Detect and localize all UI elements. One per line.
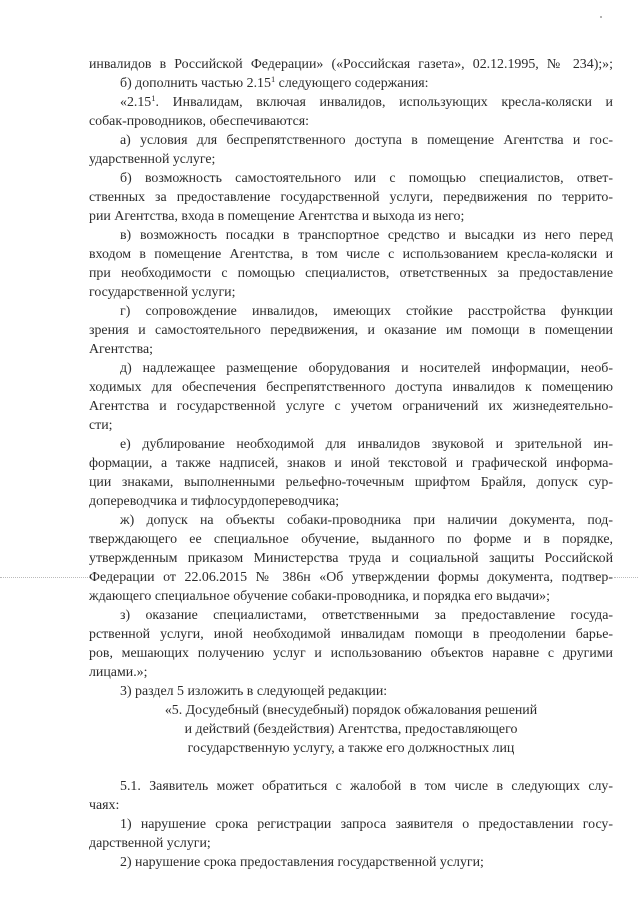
text-line: входом в помещение Агентства, в том числе с использованием кресла-коляски и (89, 247, 613, 262)
text-line: ров, мешающих получению услуг и использованию объектов наравне с другими (89, 646, 613, 661)
list-item-line: е) дублирование необходимой для инвалидов звуковой и зрительной ин- (120, 437, 613, 452)
text-line: утвержденным приказом Министерства труда и социальной защиты Российской (89, 551, 613, 566)
scan-speck (600, 16, 602, 18)
text-line: рственной услуги, иной необходимой инвалидам помощи в преодолении барье- (89, 627, 613, 642)
text-line: ственных за предоставление государственной услуги, передвижения по террито- (89, 190, 613, 205)
section-heading: государственную услугу, а также его должностных лиц (187, 741, 515, 756)
text-line: дарственной услуги; (89, 836, 211, 851)
text-line: ходимых для обеспечения беспрепятственного доступа инвалидов к помещению (89, 380, 613, 395)
list-item-line: а) условия для беспрепятственного доступа в помещение Агентства и гос- (120, 133, 613, 148)
list-item-line: 2) нарушение срока предоставления государственной услуги; (120, 855, 484, 870)
text-line: формации, а также надписей, знаков и иной текстовой и графической информа- (89, 456, 613, 471)
text-line: лицами.»; (89, 665, 148, 680)
text-line: ции знаками, выполненными рельефно-точечным шрифтом Брайля, допуск сур- (89, 475, 613, 490)
text-line: собак-проводников, обеспечиваются: (89, 114, 310, 129)
text-line: чаях: (89, 798, 120, 813)
text-line: зрения и самостоятельного передвижения, и оказание им помощи в помещении (89, 323, 613, 338)
text-line: инвалидов в Российской Федерации» («Российская газета», 02.12.1995, № 234);»; (89, 57, 613, 72)
list-item-line: 1) нарушение срока регистрации запроса заявителя о предоставлении госу- (120, 817, 613, 832)
scan-artifact-line (0, 577, 92, 578)
section-heading: и действий (бездействия) Агентства, предоставляющего (184, 722, 518, 737)
list-item-line: ж) допуск на объекты собаки-проводника при наличии документа, под- (120, 513, 613, 528)
list-item-line: 5.1. Заявитель может обратиться с жалобой в том числе в следующих слу- (120, 779, 613, 794)
scan-artifact-line (614, 577, 638, 578)
text-line: б) дополнить частью 2.15$^1$ следующего содержания: (120, 74, 429, 91)
text-line: сти; (89, 418, 113, 433)
list-item-line: г) сопровождение инвалидов, имеющих стойкие расстройства функции (120, 304, 613, 319)
text-line: Федерации от 22.06.2015 № 386н «Об утверждении формы документа, подтвер- (89, 570, 613, 585)
text-line: ждающего специальное обучение собаки-проводника, и порядка его выдачи»; (89, 589, 550, 604)
text-line: рии Агентства, входа в помещение Агентства и выхода из него; (89, 209, 465, 224)
text-line: тверждающего ее специальное обучение, выданного по форме и в порядке, (89, 532, 613, 547)
text-line: ударственной услуге; (89, 152, 216, 167)
section-heading: «5. Досудебный (внесудебный) порядок обжалования решений (164, 703, 538, 718)
text-line: допереводчика и тифлосурдопереводчика; (89, 494, 340, 509)
text-line: при необходимости с помощью специалистов, ответственных за предоставление (89, 266, 613, 281)
text-line: Агентства; (89, 342, 154, 357)
list-item-line: д) надлежащее размещение оборудования и носителей информации, необ- (120, 361, 613, 376)
text-line: государственной услуги; (89, 285, 236, 300)
list-item-line: з) оказание специалистами, ответственными за предоставление госуда- (120, 608, 613, 623)
list-item-line: б) возможность самостоятельного или с помощью специалистов, ответ- (120, 171, 613, 186)
paragraph-heading-line: «2.15$^1$. Инвалидам, включая инвалидов, использующих кресла-коляски и (120, 93, 613, 110)
list-item-line: в) возможность посадки в транспортное средство и высадки из него перед (120, 228, 613, 243)
text-line: Агентства и государственной услуге с учетом ограничений их жизнедеятельно- (89, 399, 613, 414)
list-item-line: 3) раздел 5 изложить в следующей редакции: (120, 684, 388, 699)
